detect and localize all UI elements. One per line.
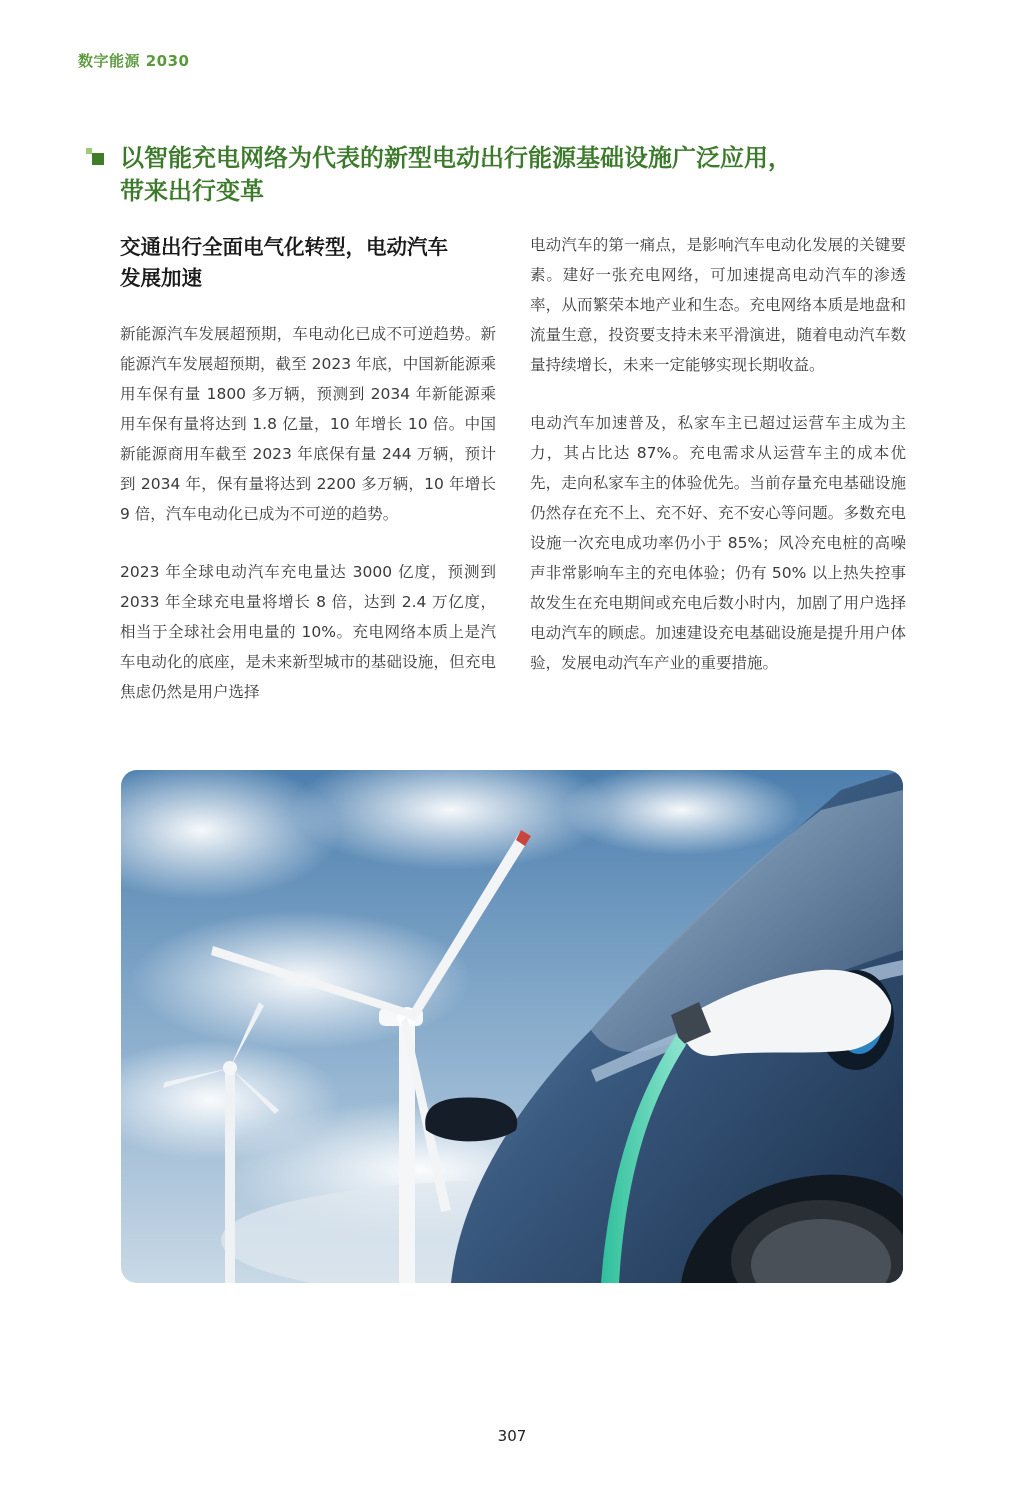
page-number: 307	[497, 1427, 527, 1445]
right-paragraph-1: 电动汽车的第一痛点，是影响汽车电动化发展的关键要素。建好一张充电网络，可加速提高电动汽车的渗透率，从而繁荣本地产业和生态。充电网络本质是地盘和流量生意，投资要支持未来平滑演进，随着电动汽车数量持续增长，未来一定能够实现长期收益。	[530, 236, 906, 374]
sub-heading-line2: 发展加速	[120, 266, 202, 290]
left-paragraph-2: 2023 年全球电动汽车充电量达 3000 亿度，预测到 2033 年全球充电量将增长 8 倍，达到 2.4 万亿度，相当于全球社会用电量的 10%。充电网络本质上是汽车电动化的底座，是未来新型城市的基础设施，但充电焦虑仍然是用户选择	[120, 563, 496, 701]
section-title-line1: 以智能充电网络为代表的新型电动出行能源基础设施广泛应用，	[120, 144, 792, 172]
sub-heading-line1: 交通出行全面电气化转型，电动汽车	[120, 235, 448, 259]
sub-heading	[120, 232, 496, 294]
title-bullet-icon	[86, 148, 104, 166]
left-column	[120, 232, 496, 735]
right-paragraph-2: 电动汽车加速普及，私家车主已超过运营车主成为主力，其占比达 87%。充电需求从运营车主的成本优先，走向私家车主的体验优先。当前存量充电基础设施仍然存在充不上、充不好、充不安心等问题。多数充电设施一次充电成功率仍小于 85%；风冷充电桩的高噪声非常影响车主的充电体验；仍有 50% 以上热失控事故发生在充电期间或充电后数小时内，加剧了用户选择电动汽车的顾虑。加速建设充电基础设施是提升用户体验，发展电动汽车产业的重要措施。	[530, 414, 906, 672]
right-column	[530, 230, 906, 706]
running-header: 数字能源 2030	[78, 52, 190, 70]
ev-charging-photo	[121, 770, 903, 1283]
section-title-line2: 带来出行变革	[120, 177, 264, 205]
section-title	[120, 142, 910, 208]
left-paragraph-1: 新能源汽车发展超预期，车电动化已成不可逆趋势。新能源汽车发展超预期，截至 2023 年底，中国新能源乘用车保有量 1800 多万辆，预测到 2034 年新能源乘用车保有量将达到 1.8 亿量，10 年增长 10 倍。中国新能源商用车截至 2023 年底保有量 244 万辆，预计到 2034 年，保有量将达到 2200 多万辆，10 年增长 9 倍，汽车电动化已成为不可逆的趋势。	[120, 325, 496, 523]
